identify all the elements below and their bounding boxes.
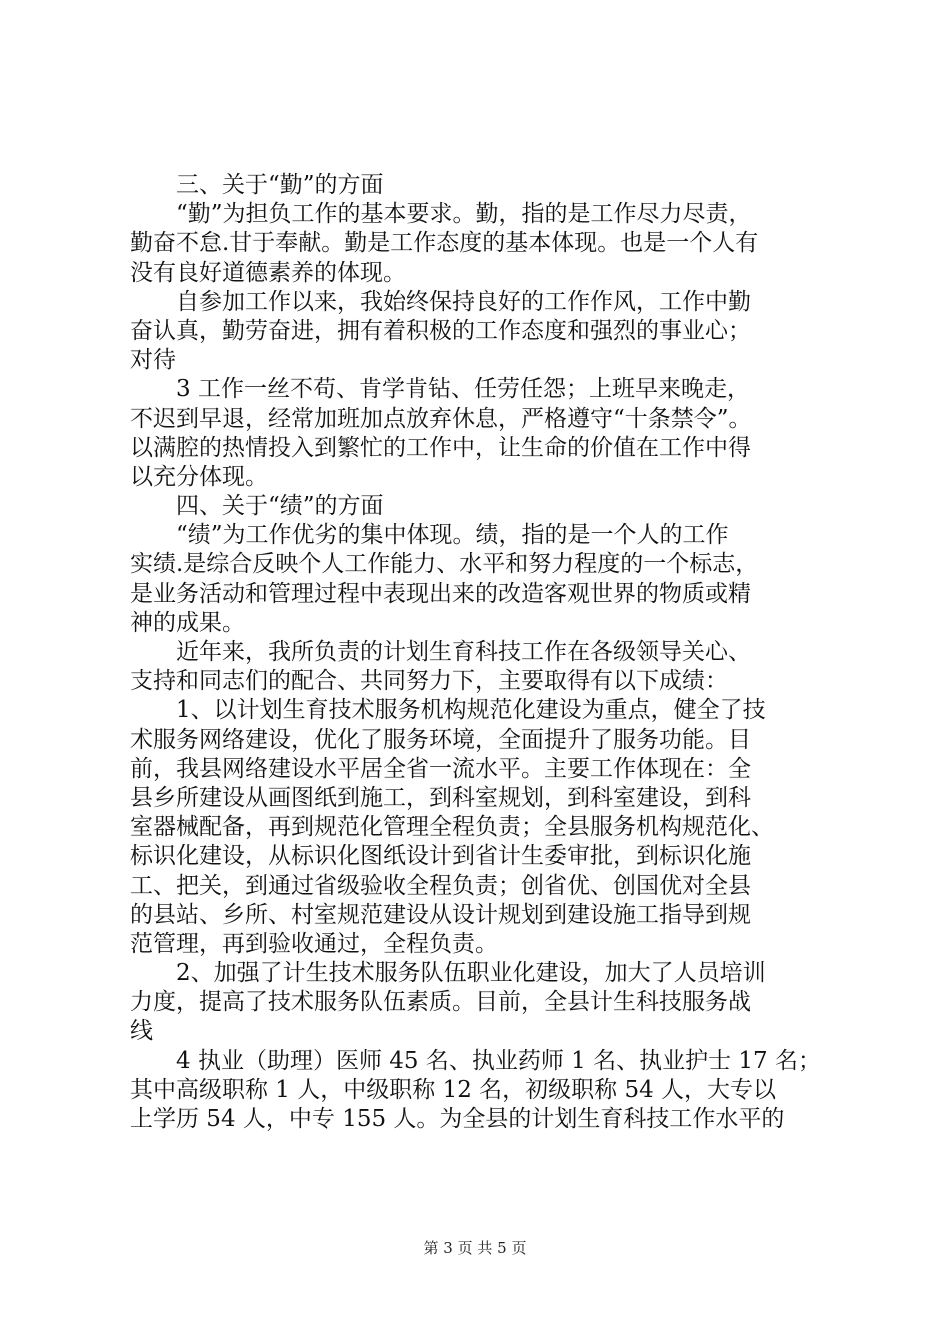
text-line: “绩”为工作优劣的集中体现。绩，指的是一个人的工作: [176, 522, 729, 549]
text-line: 县乡所建设从画图纸到施工，到科室规划，到科室建设，到科: [130, 784, 751, 811]
page-footer: 第 3 页 共 5 页: [423, 1239, 527, 1257]
text-line: “勤”为担负工作的基本要求。勤，指的是工作尽力尽责，: [176, 201, 752, 228]
text-line: 奋认真，勤劳奋进，拥有着积极的工作态度和强烈的事业心；: [130, 317, 751, 344]
text-line: 是业务活动和管理过程中表现出来的改造客观世界的物质或精: [130, 580, 751, 607]
text-line: 室器械配备，再到规范化管理全程负责；全县服务机构规范化、: [130, 814, 774, 841]
text-line: 自参加工作以来，我始终保持良好的工作作风，工作中勤: [176, 288, 751, 315]
text-line: 没有良好道德素养的体现。: [130, 259, 406, 286]
text-line: 勤奋不怠.甘于奉献。勤是工作态度的基本体现。也是一个人有: [130, 230, 759, 257]
text-line: 近年来，我所负责的计划生育科技工作在各级领导关心、: [176, 639, 751, 665]
text-line: 四、关于“绩”的方面: [176, 493, 384, 520]
text-line: 线: [130, 1018, 153, 1045]
text-line: 神的成果。: [130, 609, 245, 636]
text-line: 的县站、乡所、村室规范建设从设计规划到建设施工指导到规: [130, 901, 751, 928]
text-line: 以满腔的热情投入到繁忙的工作中，让生命的价值在工作中得: [130, 434, 751, 461]
text-line: 前，我县网络建设水平居全省一流水平。主要工作体现在：全: [130, 755, 751, 782]
text-line: 标识化建设，从标识化图纸设计到省计生委审批，到标识化施: [130, 843, 751, 870]
text-line: 其中高级职称 1 人，中级职称 12 名，初级职称 54 人，大专以: [130, 1076, 777, 1103]
text-line: 力度，提高了技术服务队伍素质。目前，全县计生科技服务战: [130, 989, 751, 1016]
text-line: 工、把关，到通过省级验收全程负责；创省优、创国优对全县: [130, 872, 751, 899]
document-body: [130, 171, 840, 1134]
text-line: 支持和同志们的配合、共同努力下，主要取得有以下成绩：: [130, 668, 728, 695]
text-line: 上学历 54 人，中专 155 人。为全县的计划生育科技工作水平的: [130, 1106, 785, 1132]
text-line: 1、以计划生育技术服务机构规范化建设为重点，健全了技: [176, 697, 766, 724]
text-line: 3 工作一丝不苟、肯学肯钻、任劳任怨；上班早来晚走，: [176, 376, 750, 403]
text-line: 4 执业（助理）医师 45 名、执业药师 1 名、执业护士 17 名；: [176, 1047, 821, 1074]
text-line: 术服务网络建设，优化了服务环境，全面提升了服务功能。目: [130, 726, 751, 753]
text-line: 以充分体现。: [130, 463, 268, 490]
text-line: 对待: [130, 347, 176, 374]
text-line: 三、关于“勤”的方面: [176, 172, 384, 198]
text-line: 2、加强了计生技术服务队伍职业化建设，加大了人员培训: [176, 960, 766, 987]
text-line: 不迟到早退，经常加班加点放弃休息，严格遵守“十条禁令”。: [130, 405, 752, 432]
text-line: 范管理，再到验收通过，全程负责。: [130, 930, 498, 957]
text-line: 实绩.是综合反映个人工作能力、水平和努力程度的一个标志，: [130, 551, 759, 578]
